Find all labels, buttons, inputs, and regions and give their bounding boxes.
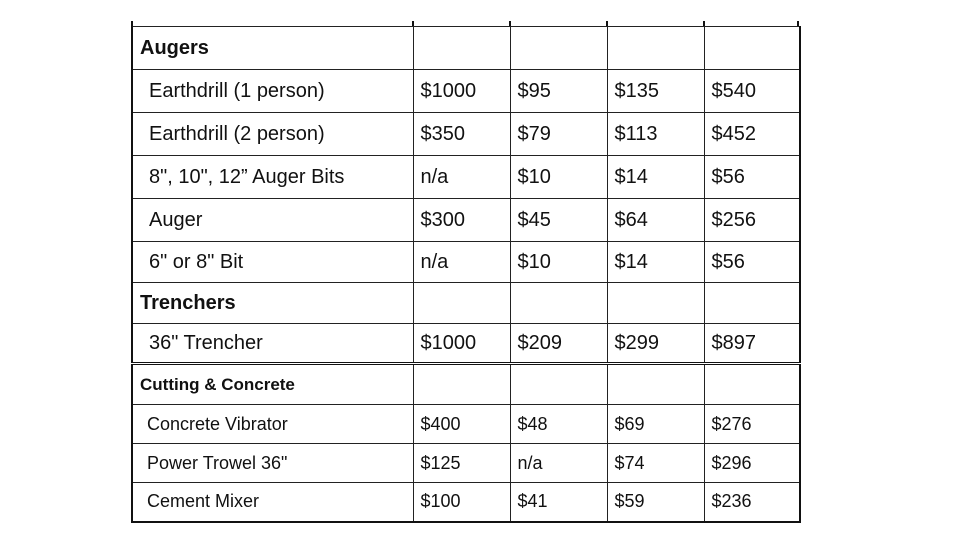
price-cell: $10 — [510, 156, 607, 199]
price-cell: $256 — [704, 199, 800, 242]
table-row — [132, 242, 800, 283]
price-cell: $74 — [607, 444, 704, 483]
price-cell: $236 — [704, 483, 800, 522]
equipment-name: Earthdrill (1 person) — [132, 70, 413, 113]
price-cell — [510, 27, 607, 70]
price-cell: $299 — [607, 324, 704, 364]
section-title: Augers — [132, 27, 413, 70]
price-cell: $400 — [413, 405, 510, 444]
rental-price-table — [131, 26, 801, 523]
table-row — [132, 70, 800, 113]
equipment-name: 6" or 8" Bit — [132, 242, 413, 283]
equipment-name: Cement Mixer — [132, 483, 413, 522]
section-header-row — [132, 283, 800, 324]
price-cell: $1000 — [413, 324, 510, 364]
price-cell: $59 — [607, 483, 704, 522]
section-title: Trenchers — [132, 283, 413, 324]
equipment-name: Power Trowel 36" — [132, 444, 413, 483]
price-cell: $10 — [510, 242, 607, 283]
price-cell: $296 — [704, 444, 800, 483]
table-row — [132, 156, 800, 199]
table-top-continuation — [131, 0, 799, 26]
price-cell: $14 — [607, 156, 704, 199]
price-cell: $276 — [704, 405, 800, 444]
price-cell: $45 — [510, 199, 607, 242]
section-title: Cutting & Concrete — [132, 364, 413, 405]
price-cell: $56 — [704, 242, 800, 283]
table-row — [132, 444, 800, 483]
price-cell: $69 — [607, 405, 704, 444]
table-row — [132, 405, 800, 444]
price-cell: n/a — [413, 242, 510, 283]
price-cell: $113 — [607, 113, 704, 156]
price-cell: $41 — [510, 483, 607, 522]
price-cell — [704, 27, 800, 70]
table-row — [132, 199, 800, 242]
section-header-row — [132, 27, 800, 70]
equipment-name: Concrete Vibrator — [132, 405, 413, 444]
section-header-row — [132, 364, 800, 405]
equipment-name: 8", 10", 12” Auger Bits — [132, 156, 413, 199]
price-cell: $897 — [704, 324, 800, 364]
price-cell: $350 — [413, 113, 510, 156]
table-body — [132, 27, 800, 522]
price-cell — [607, 283, 704, 324]
price-cell: $64 — [607, 199, 704, 242]
price-cell: $48 — [510, 405, 607, 444]
price-cell — [510, 283, 607, 324]
price-cell: $452 — [704, 113, 800, 156]
equipment-name: Auger — [132, 199, 413, 242]
price-cell: $209 — [510, 324, 607, 364]
table-row — [132, 324, 800, 364]
price-cell — [413, 364, 510, 405]
price-cell: $79 — [510, 113, 607, 156]
price-cell: $95 — [510, 70, 607, 113]
price-cell: $56 — [704, 156, 800, 199]
price-cell: $1000 — [413, 70, 510, 113]
price-cell — [510, 364, 607, 405]
price-cell: $300 — [413, 199, 510, 242]
price-cell — [607, 364, 704, 405]
price-cell: $14 — [607, 242, 704, 283]
price-cell — [413, 283, 510, 324]
price-cell: $540 — [704, 70, 800, 113]
price-cell: n/a — [510, 444, 607, 483]
price-cell — [704, 283, 800, 324]
equipment-name: Earthdrill (2 person) — [132, 113, 413, 156]
price-cell: $100 — [413, 483, 510, 522]
price-cell — [607, 27, 704, 70]
price-cell: n/a — [413, 156, 510, 199]
price-cell — [704, 364, 800, 405]
equipment-name: 36" Trencher — [132, 324, 413, 364]
price-cell — [413, 27, 510, 70]
price-cell: $135 — [607, 70, 704, 113]
rental-price-table-container — [131, 0, 799, 520]
table-row — [132, 483, 800, 522]
table-row — [132, 113, 800, 156]
price-cell: $125 — [413, 444, 510, 483]
